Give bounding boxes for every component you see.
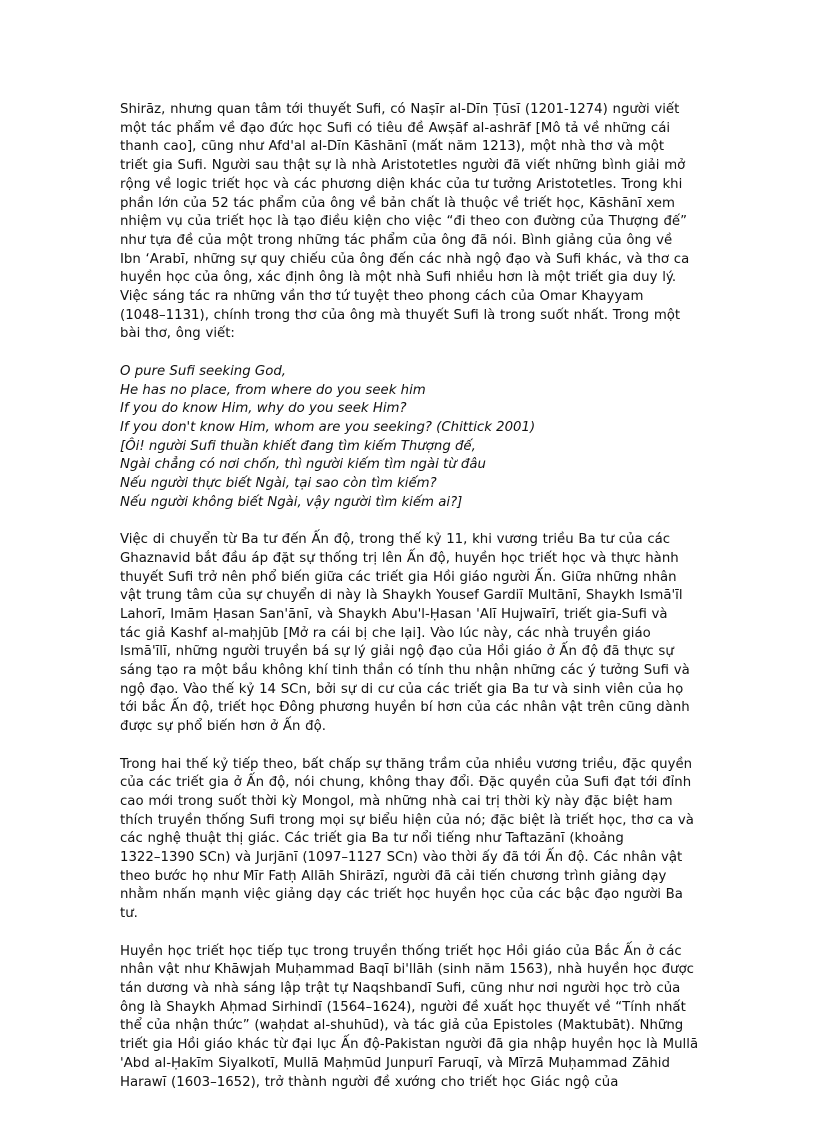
text-line: ông là Shaykh Aḥmad Sirhindī (1564–1624), người đề xuất học thuyết về “Tính nhất xyxy=(120,999,686,1015)
text-line: phần lớn của 52 tác phẩm của ông về bản chất là thuộc về triết học, Kāshānī xem xyxy=(120,195,675,211)
text-line: sáng tạo ra một bầu không khí tinh thần có tính thu nhận những các ý tưởng Sufi và xyxy=(120,663,690,679)
paragraph-india-migration xyxy=(120,531,706,737)
text-line: vật trung tâm của sự chuyển di này là Shaykh Yousef Gardiī Multānī, Shaykh Ismā'īl xyxy=(120,588,683,604)
text-line: thanh cao], cũng như Afd'al al-Dīn Kāshānī (mất năm 1213), một nhà thơ và một xyxy=(120,139,665,155)
text-line: cao mới trong suốt thời kỳ Mongol, mà những nhà cai trị thời kỳ này đặc biệt ham xyxy=(120,793,673,809)
text-line: ngộ đạo. Vào thế kỷ 14 SCn, bởi sự di cư của các triết gia Ba tư và sinh viên của họ xyxy=(120,681,684,697)
text-line: thể của nhận thức” (waḥdat al-shuhūd), và tác giả của Epistoles (Maktubāt). Những xyxy=(120,1018,684,1034)
text-line: thích truyền thống Sufi trong mọi sự biểu hiện của nó; đặc biệt là triết học, thơ ca và xyxy=(120,812,694,828)
text-line: Lahorī, Imām Ḥasan San'ānī, và Shaykh Abu'l-Ḥasan 'Alī Hujwaīrī, triết gia-Sufi và xyxy=(120,606,668,622)
paragraph-shiraz xyxy=(120,101,706,344)
text-line: tác giả Kashf al-maḥjūb [Mở ra cái bị che lại]. Vào lúc này, các nhà truyền giáo xyxy=(120,625,651,641)
text-line: Ismā'īlī, những người truyền bá sự lý giải ngộ đạo của Hồi giáo ở Ấn độ đã thực sự xyxy=(120,644,674,660)
text-line: thuyết Sufi trở nên phổ biến giữa các triết gia Hồi giáo người Ấn. Giữa những nhân xyxy=(120,569,677,585)
text-line: của các triết gia ở Ấn độ, nói chung, không thay đổi. Đặc quyền của Sufi đạt tới đỉnh xyxy=(120,775,692,791)
text-line: được sự phổ biến hơn ở Ấn độ. xyxy=(120,719,326,735)
text-line: Ghaznavid bắt đầu áp đặt sự thống trị lên Ấn độ, huyền học triết học và thực hành xyxy=(120,550,679,566)
verse-line: If you don't know Him, whom are you seeking? (Chittick 2001) xyxy=(120,419,536,435)
verse-line: Ngài chẳng có nơi chốn, thì người kiếm tìm ngài từ đâu xyxy=(120,457,486,473)
text-line: tư. xyxy=(120,906,138,922)
text-line: bài thơ, ông viết: xyxy=(120,326,235,342)
verse-line: If you do know Him, why do you seek Him? xyxy=(120,401,407,417)
text-line: nhằm nhấn mạnh việc giảng dạy các triết học huyền học của các bậc đạo người Ba xyxy=(120,887,683,903)
paragraph-north-india xyxy=(120,943,706,1093)
text-line: Ibn ‘Arabī, những sự quy chiếu của ông đến các nhà ngộ đạo và Sufi khác, và thơ ca xyxy=(120,251,690,267)
text-line: Harawī (1603–1652), trở thành người đề xướng cho triết học Giác ngộ của xyxy=(120,1074,619,1090)
verse-line: Nếu người thực biết Ngài, tại sao còn tìm kiếm? xyxy=(120,476,437,492)
text-line: Việc sáng tác ra những vần thơ tứ tuyệt theo phong cách của Omar Khayyam xyxy=(120,289,644,305)
text-line: triết gia Hồi giáo khác từ đại lục Ấn độ-Pakistan người đã gia nhập huyền học là Mullā xyxy=(120,1037,699,1053)
verse-line: O pure Sufi seeking God, xyxy=(120,363,287,379)
text-line: Huyền học triết học tiếp tục trong truyền thống triết học Hồi giáo của Bắc Ấn ở các xyxy=(120,943,682,959)
text-line: Trong hai thế kỷ tiếp theo, bất chấp sự thăng trầm của nhiều vương triều, đặc quyền xyxy=(120,756,693,772)
text-line: tới bắc Ấn độ, triết học Đông phương huyền bí hơn của các nhân vật trên cũng dành xyxy=(120,700,690,716)
text-line: 'Abd al-Ḥakīm Siyalkotī, Mullā Maḥmūd Junpurī Faruqī, và Mīrzā Muḥammad Zāhid xyxy=(120,1055,670,1071)
text-line: Việc di chuyển từ Ba tư đến Ấn độ, trong thế kỷ 11, khi vương triều Ba tư của các xyxy=(120,532,671,548)
text-line: tán dương và nhà sáng lập trật tự Naqshbandī Sufi, cũng như nơi người học trò của xyxy=(120,980,681,996)
text-line: (1048–1131), chính trong thơ của ông mà thuyết Sufi là trong suốt nhất. Trong một xyxy=(120,307,681,323)
verse-line: He has no place, from where do you seek him xyxy=(120,382,426,398)
text-line: triết gia Sufi. Người sau thật sự là nhà Aristotetles người đã viết những bình giải mở xyxy=(120,158,686,174)
text-line: Shirāz, nhưng quan tâm tới thuyết Sufi, có Naṣīr al-Dīn Ṭūsī (1201-1274) người viết xyxy=(120,102,680,117)
text-line: như tựa đề của một trong những tác phẩm của ông đã nói. Bình giảng của ông về xyxy=(120,232,673,248)
text-line: theo bước họ như Mīr Fatḥ Allāh Shirāzī, người đã cải tiến chương trình giảng dạy xyxy=(120,868,667,884)
text-line: nhiệm vụ của triết học là tạo điều kiện cho việc “đi theo con đường của Thượng đế” xyxy=(120,214,687,230)
text-line: các nghệ thuật thị giác. Các triết gia Ba tư nổi tiếng như Taftazānī (khoảng xyxy=(120,831,624,847)
verse-line: Nếu người không biết Ngài, vậy người tìm kiếm ai?] xyxy=(120,494,463,510)
text-line: rộng về logic triết học và các phương diện khác của tư tưởng Aristotetles. Trong khi xyxy=(120,176,683,192)
text-line: một tác phẩm về đạo đức học Sufi có tiêu đề Awṣāf al-ashrāf [Mô tả về những cái xyxy=(120,120,671,136)
text-line: huyền học của ông, xác định ông là một nhà Sufi nhiều hơn là một triết gia duy lý. xyxy=(120,270,677,286)
paragraph-two-centuries xyxy=(120,756,706,924)
text-line: 1322–1390 SCn) và Jurjānī (1097–1127 SCn) vào thời ấy đã tới Ấn độ. Các nhân vật xyxy=(120,850,683,866)
verse-line: [Ôi! người Sufi thuần khiết đang tìm kiếm Thượng đế, xyxy=(120,438,476,454)
poem-verse xyxy=(120,363,706,513)
document-page xyxy=(120,101,706,1111)
text-line: nhân vật như Khāwjah Muḥammad Baqī bi'llāh (sinh năm 1563), nhà huyền học được xyxy=(120,962,694,978)
